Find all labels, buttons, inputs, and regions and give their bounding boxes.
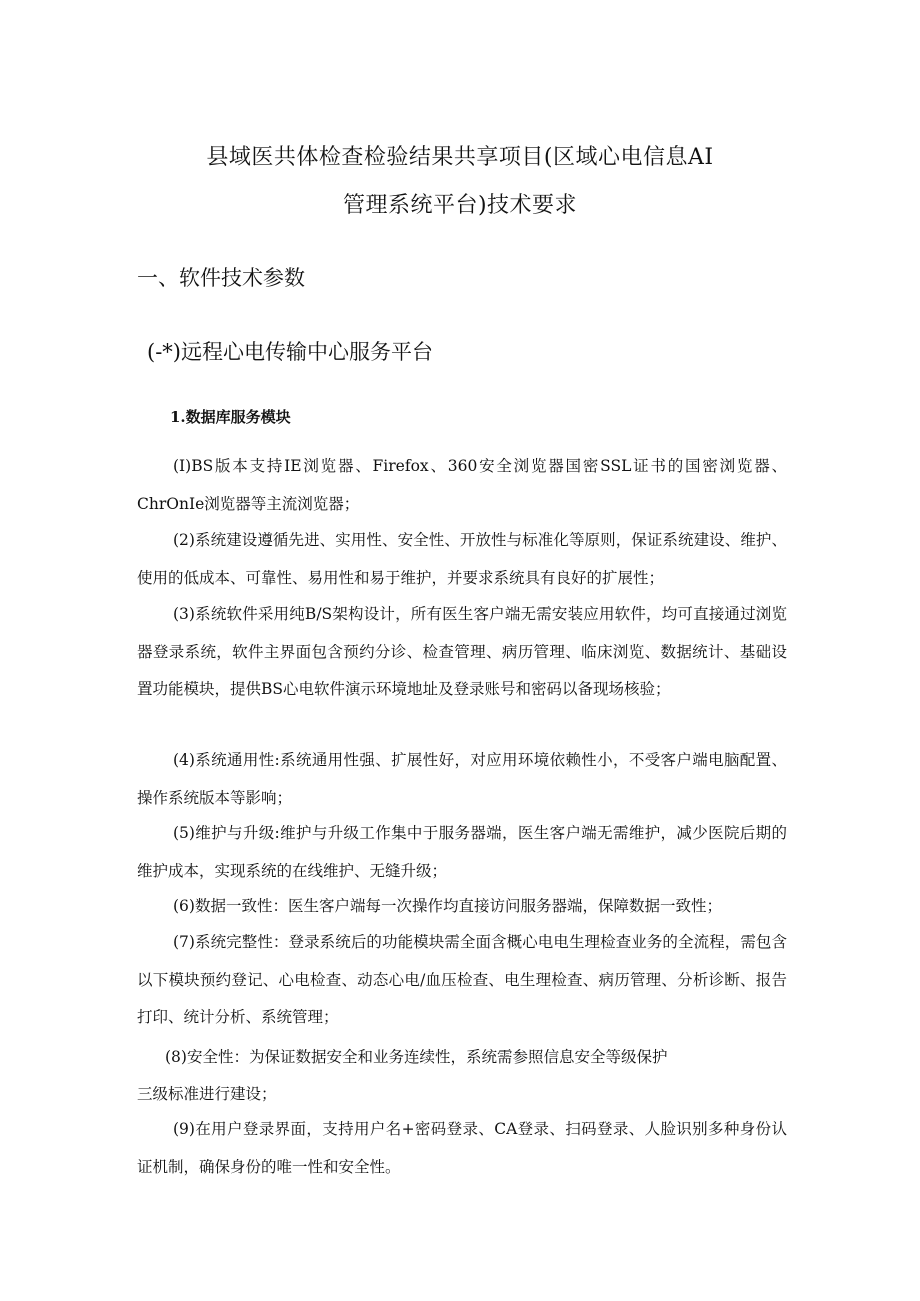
requirement-item-3-text: (3)系统软件采用纯B/S架构设计，所有医生客户端无需安装应用软件，均可直接通过浏览器登录系统，软件主界面包含预约分诊、检查管理、病历管理、临床浏览、数据统计、基础设置功能模块，提供BS心电软件演示环境地址及登录账号和密码以备现场核验； <box>137 605 787 698</box>
section-heading: 一、软件技术参数 <box>137 266 305 290</box>
requirement-item-1 <box>137 448 787 523</box>
document-title-line-2: 管理系统平台)技术要求 <box>342 193 578 218</box>
module-heading: 1.数据库服务模块 <box>170 408 291 426</box>
requirement-item-4 <box>137 742 787 817</box>
requirement-item-7-text: (7)系统完整性：登录系统后的功能模块需全面含概心电电生理检查业务的全流程，需包含以下模块预约登记、心电检查、动态心电/血压检查、电生理检查、病历管理、分析诊断、报告打印、统计分析、系统管理； <box>137 933 787 1026</box>
document-title-line-1: 县域医共体检查检验结果共享项目(区域心电信息AI <box>206 145 714 170</box>
requirement-item-8-line-1: (8)安全性：为保证数据安全和业务连续性，系统需参照信息安全等级保护 <box>165 1048 668 1066</box>
requirement-item-1-text: (I)BS版本支持IE浏览器、Firefox、360安全浏览器国密SSL证书的国密浏览器、ChrOnIe浏览器等主流浏览器； <box>137 457 787 513</box>
requirement-item-4-text: (4)系统通用性:系统通用性强、扩展性好，对应用环境依赖性小，不受客户端电脑配置、操作系统版本等影响； <box>137 751 787 807</box>
requirement-item-7 <box>137 924 787 1037</box>
requirement-item-3 <box>137 596 787 709</box>
subsection-heading: (-*)远程心电传输中心服务平台 <box>147 340 433 364</box>
requirement-item-8-line-2: 三级标准进行建设； <box>137 1085 277 1103</box>
requirement-item-2 <box>137 522 787 597</box>
requirement-item-9-text: (9)在用户登录界面，支持用户名+密码登录、CA登录、扫码登录、人脸识别多种身份认证机制，确保身份的唯一性和安全性。 <box>137 1120 787 1176</box>
requirement-item-2-text: (2)系统建设遵循先进、实用性、安全性、开放性与标准化等原则，保证系统建设、维护、使用的低成本、可靠性、易用性和易于维护，并要求系统具有良好的扩展性； <box>137 531 787 587</box>
requirement-item-9 <box>137 1111 787 1186</box>
requirement-item-6-text: (6)数据一致性：医生客户端每一次操作均直接访问服务器端，保障数据一致性； <box>173 897 722 915</box>
requirement-item-5-text: (5)维护与升级:维护与升级工作集中于服务器端，医生客户端无需维护，减少医院后期的维护成本，实现系统的在线维护、无缝升级； <box>137 824 787 880</box>
requirement-item-6 <box>137 888 787 926</box>
requirement-item-5 <box>137 815 787 890</box>
